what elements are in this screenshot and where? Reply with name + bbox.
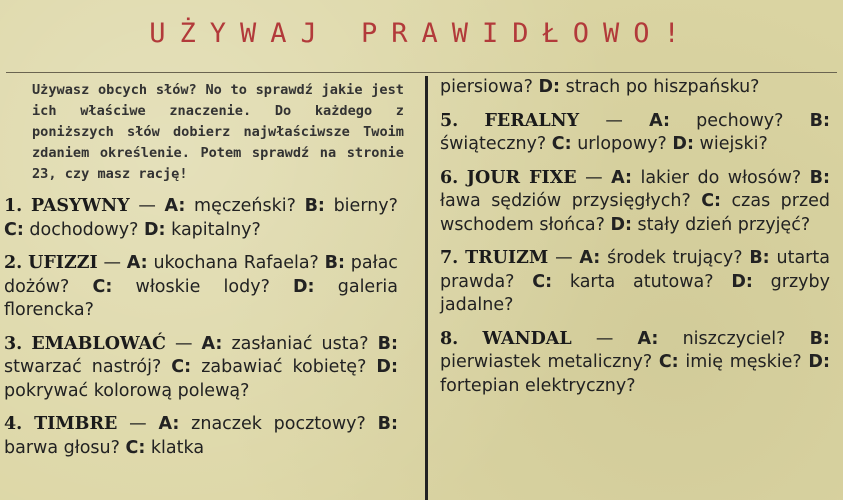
question-word: FERALNY [484,110,580,131]
dash: — [595,328,614,349]
question-7 [440,247,830,318]
question-word: WANDAL [482,328,572,349]
option-b: świąteczny? [440,134,547,154]
question-number: 1. [4,196,23,216]
question-word: JOUR FIXE [466,167,577,188]
option-a: środek trujący? [607,248,743,268]
question-number: 7. [440,248,459,268]
dash: — [555,248,573,268]
option-a-label: A: [201,333,223,354]
dash: — [129,414,147,434]
option-a: zasłaniać usta? [231,333,369,354]
option-d-label: D: [376,357,398,377]
option-a-label: A: [158,414,180,434]
question-1 [4,195,398,242]
question-2 [4,252,398,323]
option-c: imię męskie? [685,352,802,372]
question-word: PASYWNY [30,196,130,216]
question-word: UFIZZI [28,253,98,273]
option-d: grzyby jadalne? [440,271,830,315]
question-number: 3. [4,333,23,354]
title-rule [6,72,837,73]
option-c-part: klatka [150,437,205,458]
option-d-label: D: [538,77,561,97]
option-a-label: A: [649,110,670,131]
option-d-label: D: [672,134,694,154]
option-d-label: D: [731,271,753,292]
question-4-start [4,413,398,460]
dash: — [138,196,156,216]
option-d: kapitalny? [171,219,261,240]
option-b-label: B: [749,248,770,268]
option-b-label: B: [377,414,398,434]
question-number: 5. [440,110,459,131]
option-c-label: C: [4,219,24,240]
option-b-label: B: [809,110,830,131]
option-c: zabawiać kobietę? [201,357,367,377]
option-b-label: B: [324,253,345,273]
option-b: stwarzać nastrój? [4,357,162,377]
question-number: 8. [440,328,459,349]
option-b: pałac dożów? [4,253,398,297]
column-divider [425,76,428,500]
option-c: włoskie lody? [135,276,270,297]
option-b: ława sędziów przysięgłych? [440,191,691,211]
option-c-label: C: [92,276,113,297]
option-c: czas przed wschodem słońca? [440,191,831,235]
option-d: pokrywać kolorową polewą? [4,380,250,401]
option-d: wiejski? [699,134,768,154]
option-c: karta atutowa? [569,271,714,292]
option-a-label: A: [637,328,659,349]
option-b-label: B: [304,196,325,216]
option-b-label: B: [377,333,398,354]
option-d-label: D: [293,276,315,297]
question-number: 4. [4,414,23,434]
option-a: znaczek pocztowy? [191,414,366,434]
option-c-label: C: [551,134,572,154]
option-a: męczeński? [194,196,296,216]
option-a-label: A: [579,248,601,268]
option-a: pechowy? [696,110,784,131]
option-a: ukochana Rafaela? [153,253,319,273]
option-d: stały dzień przyjęć? [637,214,811,235]
option-c: urlopowy? [577,134,667,154]
question-word: TRUIZM [465,248,549,268]
option-b: pierwiastek metaliczny? [440,352,653,372]
dash: — [605,110,623,131]
option-c-label: C: [701,191,722,211]
option-b: utarta prawda? [440,248,830,292]
intro-paragraph: Używasz obcych słów? No to sprawdź jakie jest ich właściwe znaczenie. Do każdego z poniższych słów dobierz najwłaściwsze Twoim zdaniem określenie. Potem sprawdź na stronie 23, czy masz rację! [32,82,404,182]
option-d-label: D: [610,214,632,235]
question-number: 6. [440,167,459,188]
option-b-label: B: [809,328,830,349]
option-a: niszczyciel? [682,328,786,349]
option-c: dochodowy? [29,219,139,240]
question-word: EMABLOWAĆ [31,333,166,354]
option-a-label: A: [164,196,186,216]
option-b: barwa głosu? [4,437,120,458]
option-a-label: A: [611,167,632,188]
dash: — [585,167,603,188]
dash: — [103,253,121,273]
option-c-label: C: [658,352,679,372]
option-c-label: C: [125,437,146,458]
question-8 [440,328,830,399]
option-d-label: D: [144,219,166,240]
page-title: UŻYWAJ PRAWIDŁOWO! [149,18,694,49]
question-3 [4,333,398,404]
question-4-end [440,76,830,100]
right-column [440,76,830,398]
option-d: strach po hiszpańsku? [565,77,760,97]
option-d: fortepian elektryczny? [440,375,636,396]
dash: — [175,333,193,354]
option-a-label: A: [126,253,148,273]
option-c-label: C: [171,357,192,377]
question-word: TIMBRE [34,414,118,434]
question-number: 2. [4,253,23,273]
option-d: galeria florencka? [4,276,398,320]
left-column [4,76,404,460]
option-b: bierny? [333,196,398,216]
question-6 [440,167,830,238]
question-5 [440,110,830,157]
option-c-cont: piersiowa? [440,77,533,97]
option-b-label: B: [809,167,830,188]
option-c-label: C: [532,271,553,292]
option-a: lakier do włosów? [640,167,802,188]
option-d-label: D: [808,352,830,372]
